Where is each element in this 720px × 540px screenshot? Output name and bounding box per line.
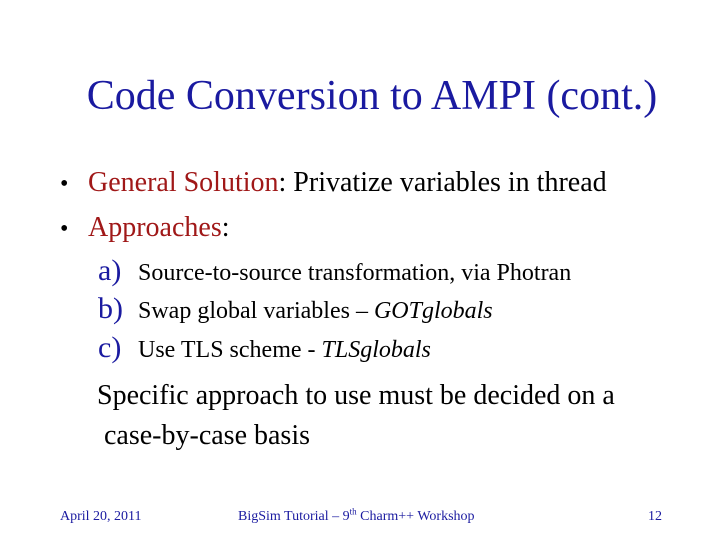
bullet-dot: •	[60, 171, 69, 197]
approach-letter: c)	[98, 331, 122, 364]
bullet-term: Approaches	[88, 212, 222, 243]
footer-title-sup: th	[349, 506, 357, 517]
approach-letter: b)	[98, 292, 123, 325]
bullet-general-solution	[60, 166, 607, 201]
approach-text: Use TLS scheme -	[138, 337, 322, 363]
bullet-text: : Privatize variables in thread	[278, 167, 607, 198]
bullet-dot: •	[60, 216, 69, 242]
approach-text: Source-to-source transformation, via Photran	[138, 260, 572, 286]
footer-title-pre: BigSim Tutorial – 9	[238, 509, 350, 524]
bullet-term: General Solution	[88, 167, 279, 198]
bullet-text: :	[221, 212, 230, 243]
footer-title-post: Charm++ Workshop	[356, 509, 475, 524]
note-line-2: case-by-case basis	[104, 420, 311, 451]
footer-page-number: 12	[648, 509, 662, 524]
note-line-1: Specific approach to use must be decided on a	[97, 380, 615, 411]
footer-title	[238, 508, 475, 526]
approach-emphasis: TLSglobals	[321, 337, 431, 363]
approach-emphasis: GOTglobals	[373, 298, 493, 324]
approach-item-b	[98, 294, 493, 326]
slide-title: Code Conversion to AMPI (cont.)	[86, 73, 658, 119]
bullet-approaches	[60, 211, 230, 246]
approach-item-a	[98, 256, 571, 288]
approach-letter: a)	[98, 254, 122, 287]
approach-item-c	[98, 333, 431, 365]
approach-note	[97, 376, 707, 456]
approach-text: Swap global variables –	[138, 298, 374, 324]
footer-date: April 20, 2011	[60, 509, 142, 524]
